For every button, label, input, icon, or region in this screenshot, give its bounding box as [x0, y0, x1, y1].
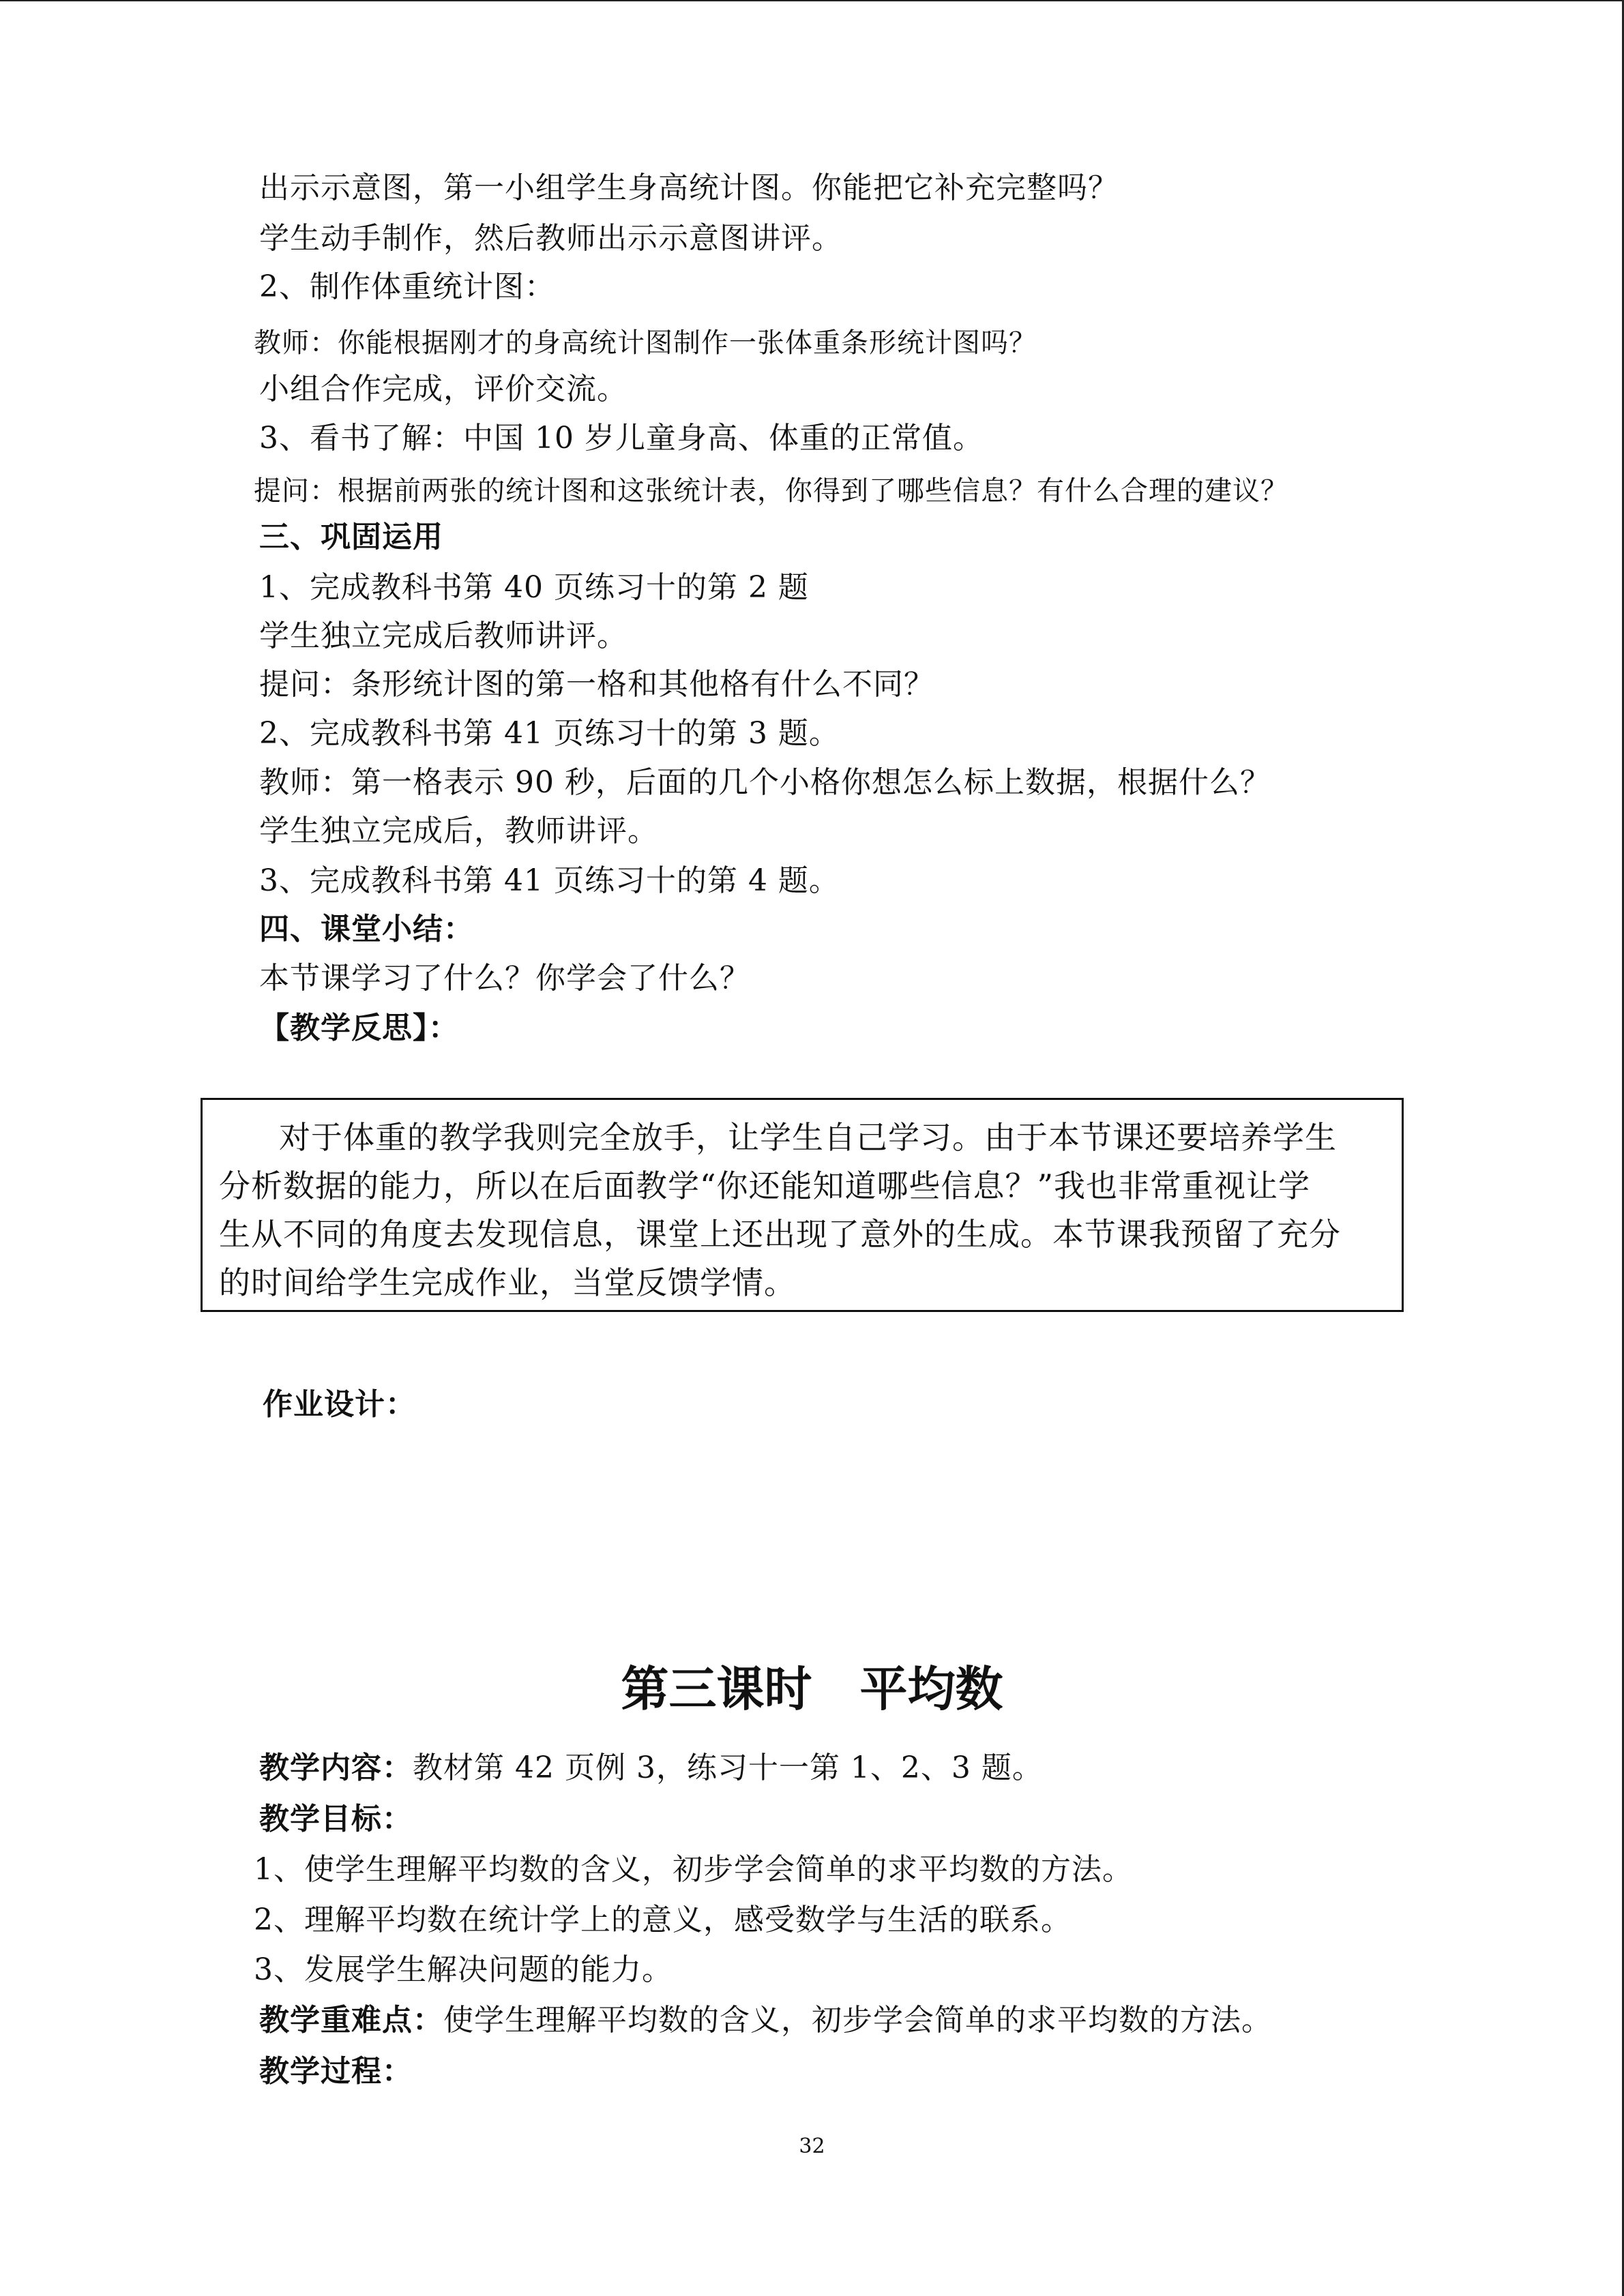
key-points-line: [259, 2001, 1272, 2040]
reflection-line: 分析数据的能力，所以在后面教学“你还能知道哪些信息？”我也非常重视让学: [219, 1167, 1311, 1204]
section-heading: 四、课堂小结：: [259, 912, 474, 946]
reflection-line: 生从不同的角度去发现信息，课堂上还出现了意外的生成。本节课我预留了充分: [219, 1216, 1341, 1253]
text-line: 学生独立完成后，教师讲评。: [259, 814, 658, 848]
text-line: 学生独立完成后教师讲评。: [259, 618, 628, 653]
objective-item: 1、使学生理解平均数的含义，初步学会简单的求平均数的方法。: [254, 1852, 1133, 1887]
text-line: 教师：第一格表示 90 秒，后面的几个小格你想怎么标上数据，根据什么？: [259, 765, 1271, 800]
text-line: 出示示意图，第一小组学生身高统计图。你能把它补充完整吗？: [259, 170, 1119, 205]
objective-item: 3、发展学生解决问题的能力。: [254, 1952, 673, 1987]
objectives-heading: 教学目标：: [259, 1802, 413, 1836]
key-points-label: 教学重难点：: [259, 2003, 443, 2038]
content-line: [259, 1749, 1043, 1787]
content-label: 教学内容：: [259, 1750, 413, 1785]
text-line: 本节课学习了什么？你学会了什么？: [259, 961, 750, 996]
text-line: 提问：条形统计图的第一格和其他格有什么不同？: [259, 667, 934, 702]
text-line: 2、完成教科书第 41 页练习十的第 3 题。: [259, 716, 840, 751]
page-top-border: [0, 0, 1624, 1]
reflection-heading: 【教学反思】：: [259, 1011, 459, 1045]
page-number: 32: [799, 2134, 825, 2158]
text-line: 3、看书了解：中国 10 岁儿童身高、体重的正常值。: [259, 421, 984, 456]
content-text: 教材第 42 页例 3，练习十一第 1、2、3 题。: [413, 1750, 1043, 1785]
text-line: 1、完成教科书第 40 页练习十的第 2 题: [259, 570, 809, 605]
text-line: 学生动手制作，然后教师出示示意图讲评。: [259, 221, 842, 256]
key-points-text: 使学生理解平均数的含义，初步学会简单的求平均数的方法。: [443, 2003, 1272, 2038]
process-heading: 教学过程：: [259, 2054, 413, 2089]
objective-item: 2、理解平均数在统计学上的意义，感受数学与生活的联系。: [254, 1903, 1072, 1937]
text-line: 教师：你能根据刚才的身高统计图制作一张体重条形统计图吗？: [254, 327, 1037, 359]
text-line: 提问：根据前两张的统计图和这张统计表，你得到了哪些信息？有什么合理的建议？: [254, 475, 1288, 507]
homework-heading: 作业设计：: [263, 1387, 416, 1422]
text-line: 3、完成教科书第 41 页练习十的第 4 题。: [259, 863, 840, 898]
reflection-line: 对于体重的教学我则完全放手，让学生自己学习。由于本节课还要培养学生: [279, 1119, 1337, 1156]
section-heading: 三、巩固运用: [259, 520, 443, 554]
reflection-box: [201, 1098, 1404, 1312]
text-line: 小组合作完成，评价交流。: [259, 372, 628, 406]
lesson-title: 第三课时 平均数: [621, 1661, 1003, 1717]
text-line: 2、制作体重统计图：: [259, 269, 555, 304]
reflection-line: 的时间给学生完成作业，当堂反馈学情。: [219, 1264, 796, 1301]
